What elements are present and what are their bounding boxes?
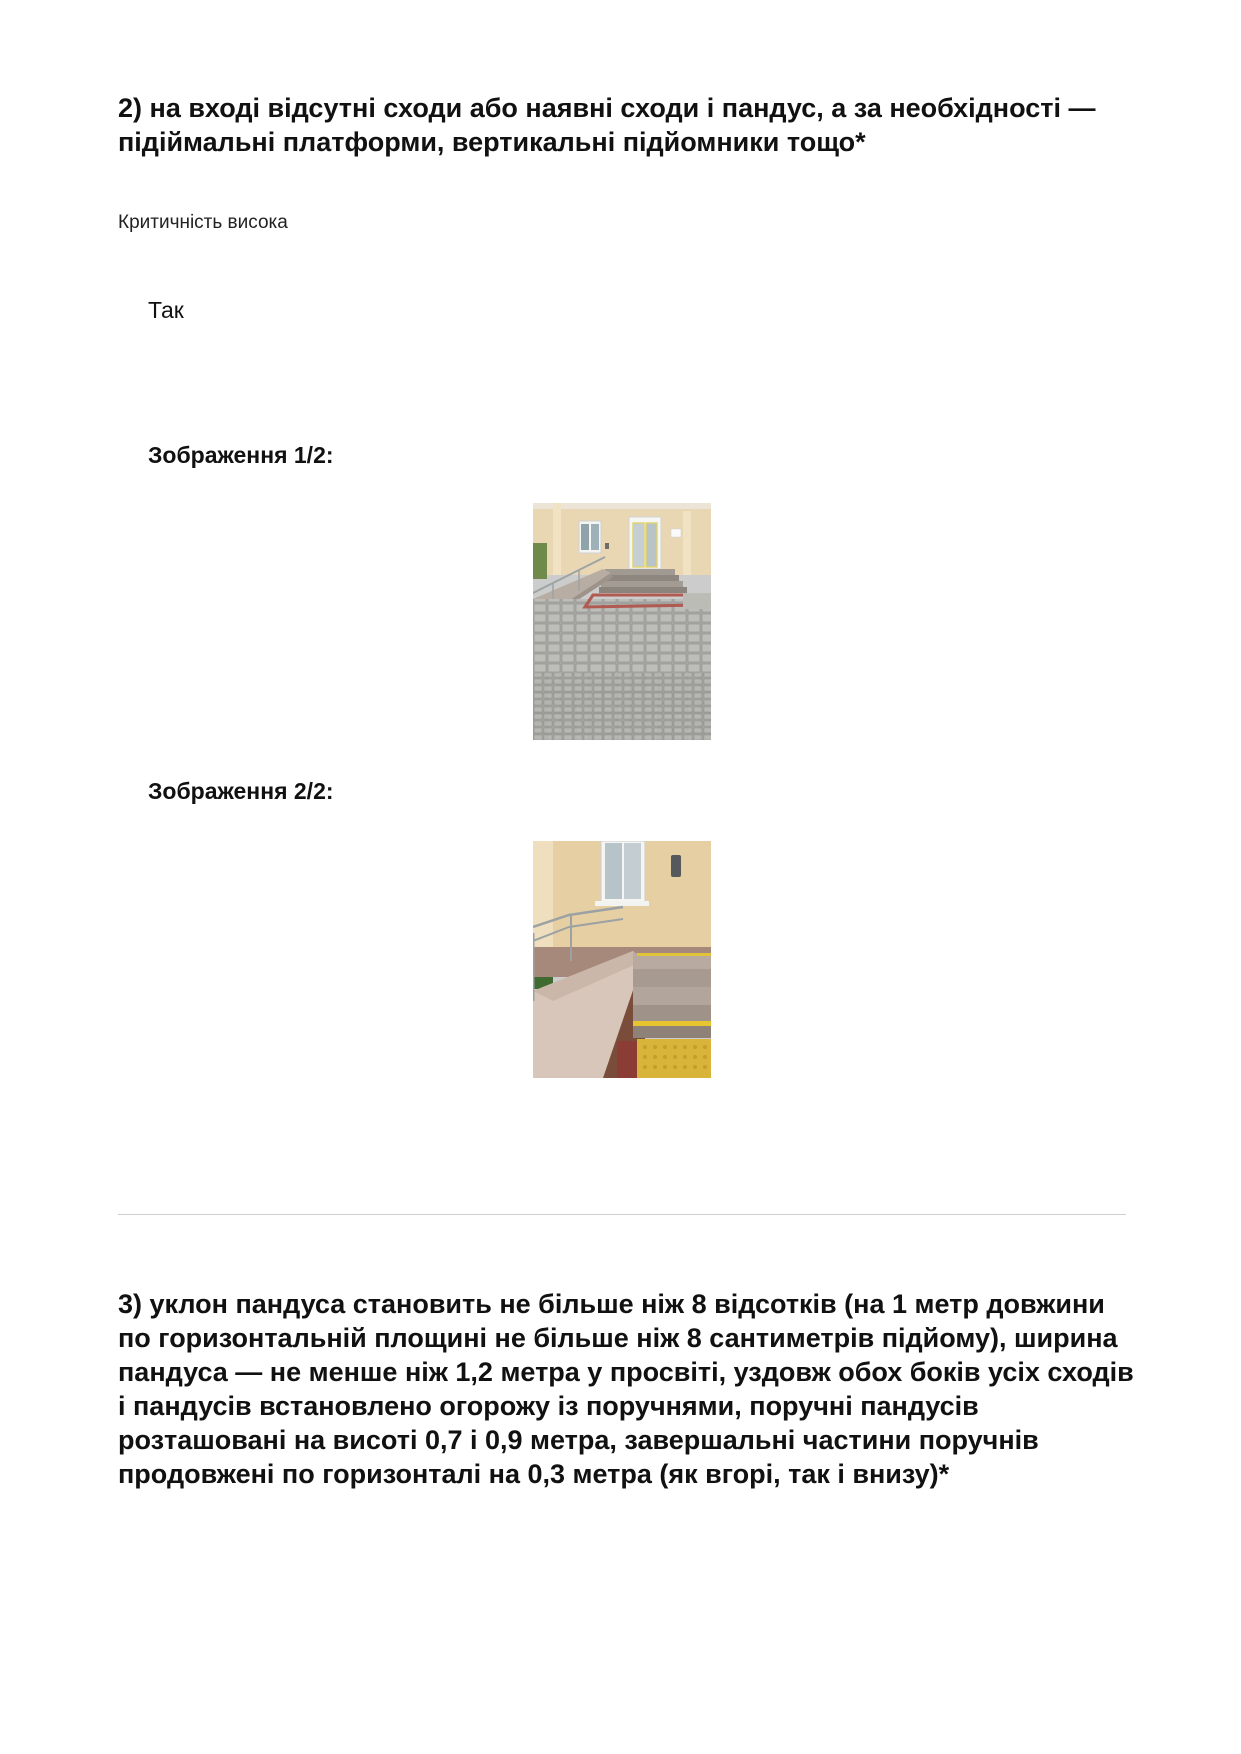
entrance-photo-1-drawing	[533, 503, 711, 740]
question-3-title: 3) уклон пандуса становить не більше ніж 8 відсотків (на 1 метр довжини по горизонтальній площині не більше ніж 8 сантиметрів підйому), ширина пандуса — не менше ніж 1,2 метра у просвіті, уздовж обох боків усіх сходів і пандусів встановлено огорожу із поручнями, поручні пандусів розташовані на висоті 0,7 і 0,9 метра, завершальні частини поручнів продовжені по горизонталі на 0,3 метра (як вгорі, так і внизу)*	[118, 1289, 1134, 1489]
image-1-label: Зображення 1/2:	[148, 442, 334, 468]
image-2-label: Зображення 2/2:	[148, 778, 334, 804]
question-2-title: 2) на вході відсутні сходи або наявні сходи і пандус, а за необхідності — підіймальні платформи, вертикальні підйомники тощо*	[118, 93, 1096, 157]
entrance-photo-2-drawing	[533, 841, 711, 1078]
answer-value: Так	[148, 297, 184, 323]
criticality-label: Критичність висока	[118, 212, 288, 233]
section-divider	[118, 1214, 1126, 1215]
entrance-photo-1	[533, 503, 711, 740]
entrance-photo-2	[533, 841, 711, 1078]
